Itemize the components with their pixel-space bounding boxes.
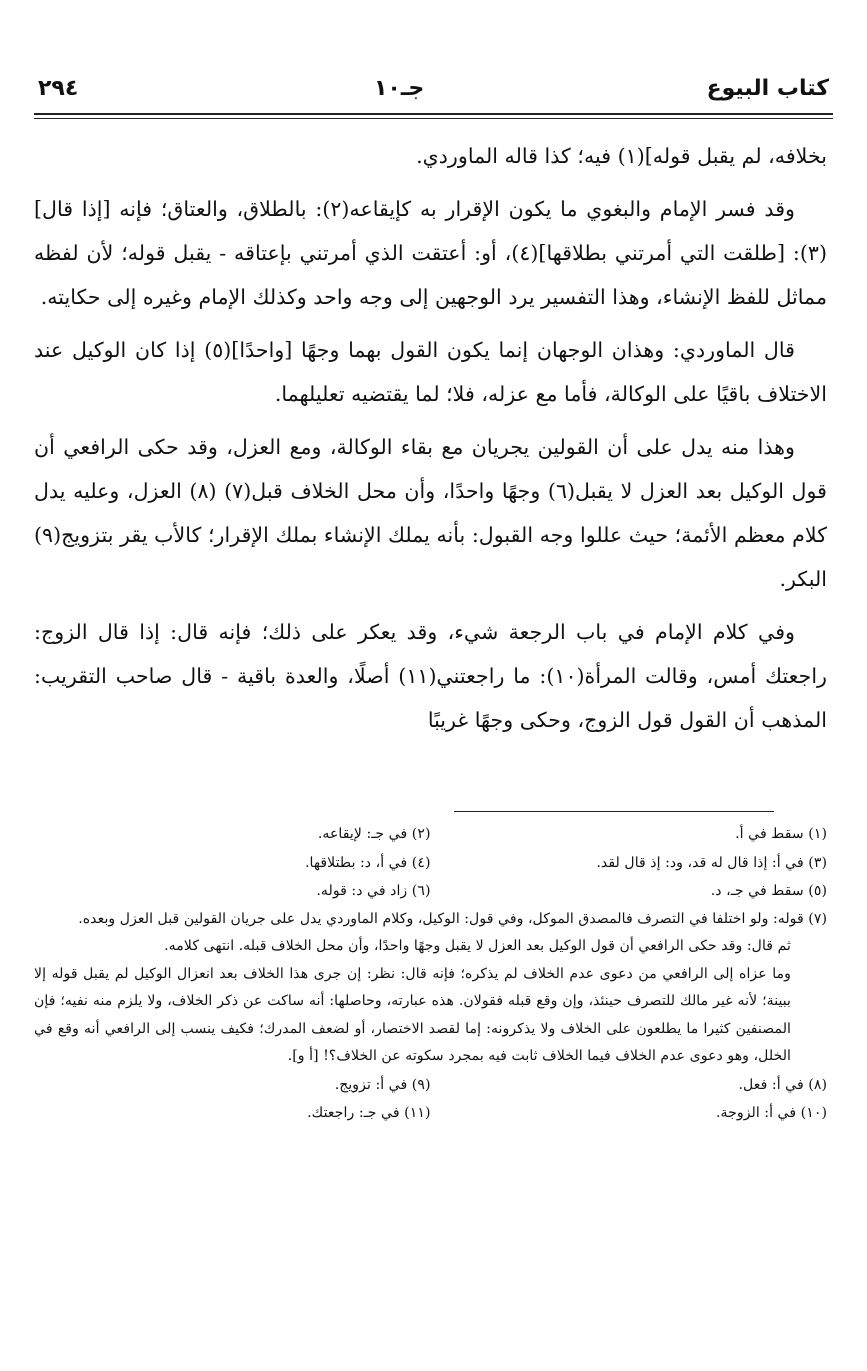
footnote-row [34,849,827,878]
paragraph: بخلافه، لم يقبل قوله](١) فيه؛ كذا قاله الماوردي. [416,144,827,168]
footnote: (١٠) في أ: الزوجة. [715,1105,827,1121]
footnote: (١١) في جـ: راجعتك. [307,1105,431,1121]
header-rule [34,113,833,115]
footnote-row [34,877,827,906]
footnote-continuation: ثم قال: وقد حكى الرافعي أن قول الوكيل بعد العزل لا يقبل وجهًا واحدًا، وأن محل الخلاف قبله. انتهى كلامه. [164,938,791,954]
footnote: (٨) في أ: فعل. [738,1076,827,1093]
volume-label: جـ١٠ [374,76,425,101]
footnote-continuation: وما عزاه إلى الرافعي من دعوى عدم الخلاف لم يذكره؛ فإنه قال: نظر: إن جرى هذا الخلاف بعد انعزال الوكيل لم يقبل قوله إلا ببينة؛ لأنه غير مالك للتصرف حينئذ، وإن وقع قبله فقولان. هذه عبارته، وحاصلها: أنه ساكت عن ذكر الخلاف، ولا يلزم منه نفيه؛ فإن المصنفين كثيرا ما يطلعون على الخلاف ولا يذكرونه: إما لقصد الاختصار، أو لضعف المدرك؛ فكيف ينسب إلى الرافعي أنه وقع في الخلل، وهو دعوى عدم الخلاف فيما الخلاف ثابت فيه بمجرد سكوته عن الخلاف؟! [أ و]. [34,965,791,1064]
footnote: (٣) في أ: إذا قال له قد، ود: إذ قال لقد. [596,854,827,871]
footnote-row [34,820,827,849]
main-text [34,134,827,751]
book-title: كتاب البيوع [706,76,829,101]
paragraph: وهذا منه يدل على أن القولين يجريان مع بقاء الوكالة، ومع العزل، وقد حكى الرافعي أن قول الوكيل بعد العزل لا يقبل(٦) وجهًا واحدًا، وأن محل الخلاف قبل(٧) (٨) العزل، وعليه يدل كلام معظم الأئمة؛ حيث عللوا وجه القبول: بأنه يملك الإنشاء بملك الإقرار؛ كالأب يقر بتزويج(٩) البكر. [34,435,827,591]
footnote: (١) سقط في أ. [735,826,827,842]
footnote: (٥) سقط في جـ، د. [710,883,827,899]
footnotes [34,820,827,1128]
footnote: (٦) زاد في د: قوله. [316,883,431,899]
page-number: ٢٩٤ [38,76,79,101]
paragraph: وقد فسر الإمام والبغوي ما يكون الإقرار به كإيقاعه(٢): بالطلاق، والعتاق؛ فإنه [إذا قال](٣): [طلقت التي أمرتني بطلاقها](٤)، أو: أعتقت الذي أمرتني بإعتاقه - يقبل قوله؛ لأن لفظه مماثل للفظ الإنشاء، وهذا التفسير يرد الوجهين إلى وجه واحد وكذلك الإمام وغيره إلى حكايته. [34,197,827,309]
footnote: (٧) قوله: ولو اختلفا في التصرف فالمصدق الموكل، وفي قول: الوكيل، وكلام الماوردي يدل على جريان القولين قبل العزل وبعده. [78,910,827,927]
footnote: (٢) في جـ: لإيقاعه. [317,826,431,842]
paragraph: وفي كلام الإمام في باب الرجعة شيء، وقد يعكر على ذلك؛ فإنه قال: إذا قال الزوج: راجعتك أمس، وقالت المرأة(١٠): ما راجعتني(١١) أصلًا، والعدة باقية - قال صاحب التقريب: المذهب أن القول قول الزوج، وحكى وجهًا غريبًا [34,620,827,732]
footnote-row [34,1071,827,1100]
footnote: (٩) في أ: تزويج. [334,1076,431,1093]
footnote: (٤) في أ، د: بطتلاقها. [305,854,431,871]
footnote-row [34,1099,827,1128]
page-header [34,72,833,108]
paragraph: قال الماوردي: وهذان الوجهان إنما يكون القول بهما وجهًا [واحدًا](٥) إذا كان الوكيل عند الاختلاف باقيًا على الوكالة، فأما مع عزله، فلا؛ لما يقتضيه تعليلهما. [34,338,827,406]
footnote-separator [454,811,774,812]
header-rule-thin [34,118,833,119]
